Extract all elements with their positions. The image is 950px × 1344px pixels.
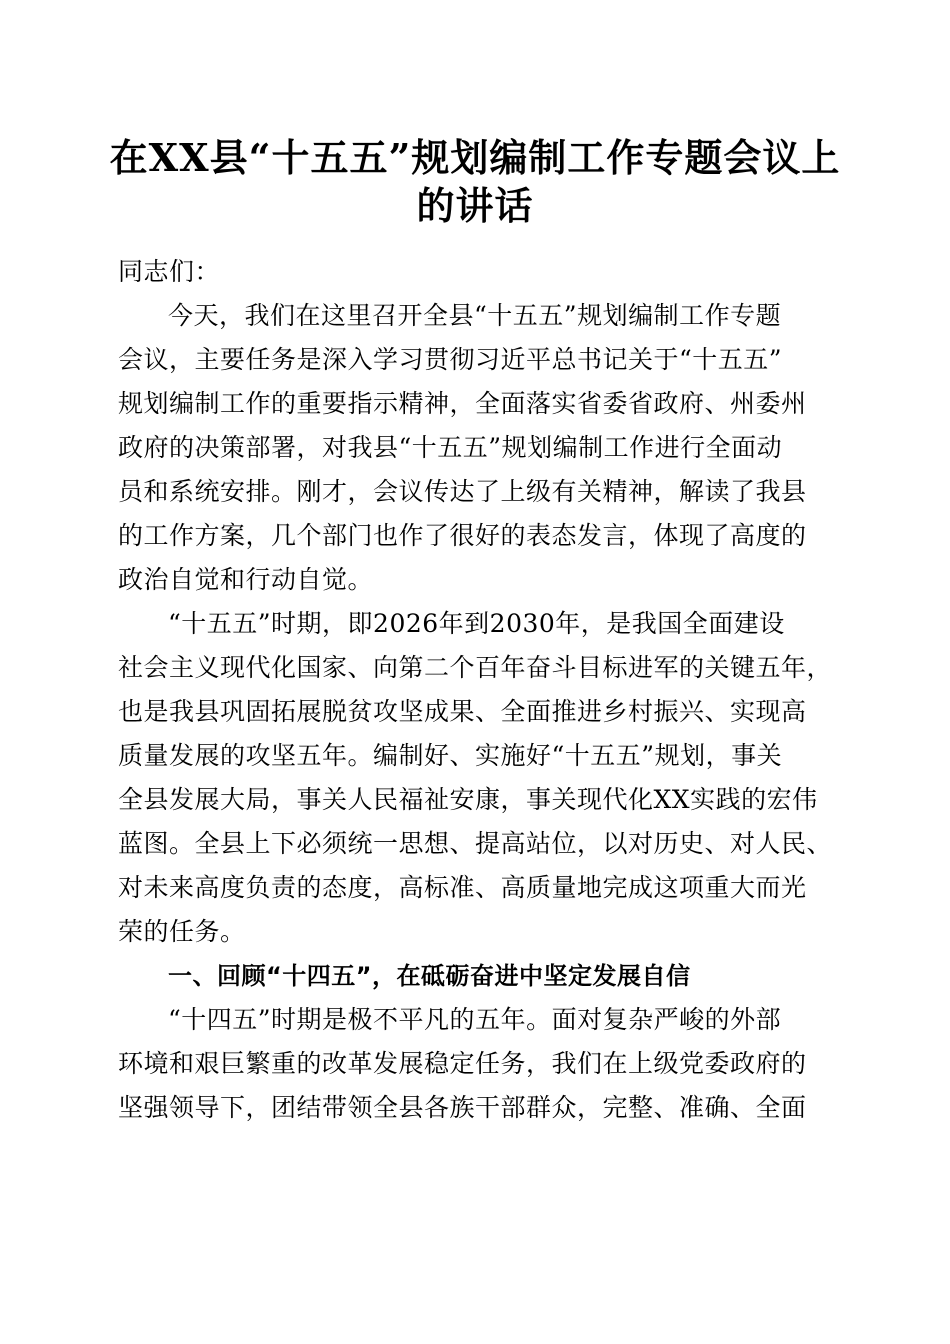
paragraph-line: 环境和艰巨繁重的改革发展稳定任务，我们在上级党委政府的 [118,1049,807,1078]
paragraph-line: 社会主义现代化国家、向第二个百年奋斗目标进军的关键五年， [118,653,833,682]
speech-title [100,134,850,230]
paragraph-line: 全县发展大局，事关人民福祉安康，事关现代化XX实践的宏伟 [118,785,818,814]
paragraph-line: 政府的决策部署，对我县“十五五”规划编制工作进行全面动 [118,433,783,462]
paragraph-line: “十四五”时期是极不平凡的五年。面对复杂严峻的外部 [168,1005,782,1034]
paragraph-line: “十五五”时期，即2026年到2030年，是我国全面建设 [168,609,785,638]
title-line: 在XX县“十五五”规划编制工作专题会议上 [109,135,841,180]
paragraph-line: 员和系统安排。刚才，会议传达了上级有关精神，解读了我县 [118,477,807,506]
paragraph-review [118,998,838,1130]
paragraph-significance [118,602,838,954]
paragraph-line: 的工作方案，几个部门也作了很好的表态发言，体现了高度的 [118,521,807,550]
paragraph-line: 对未来高度负责的态度，高标准、高质量地完成这项重大而光 [118,873,807,902]
paragraph-opening [118,294,838,602]
speech-body [118,250,838,1130]
paragraph-line: 会议，主要任务是深入学习贯彻习近平总书记关于“十五五” [118,345,783,374]
paragraph-line: 坚强领导下，团结带领全县各族干部群众，完整、准确、全面 [118,1093,807,1122]
greeting: 同志们： [118,257,221,286]
paragraph-line: 质量发展的攻坚五年。编制好、实施好“十五五”规划，事关 [118,741,783,770]
paragraph-line: 规划编制工作的重要指示精神，全面落实省委省政府、州委州 [118,389,807,418]
title-line: 的讲话 [416,183,534,228]
paragraph-line: 政治自觉和行动自觉。 [118,565,374,594]
paragraph-line: 今天，我们在这里召开全县“十五五”规划编制工作专题 [168,301,782,330]
paragraph-line: 也是我县巩固拓展脱贫攻坚成果、全面推进乡村振兴、实现高 [118,697,807,726]
paragraph-line: 蓝图。全县上下必须统一思想、提高站位，以对历史、对人民、 [118,829,833,858]
paragraph-line: 荣的任务。 [118,917,246,946]
section-heading: 一、回顾“十四五”，在砥砺奋进中坚定发展自信 [168,962,691,990]
